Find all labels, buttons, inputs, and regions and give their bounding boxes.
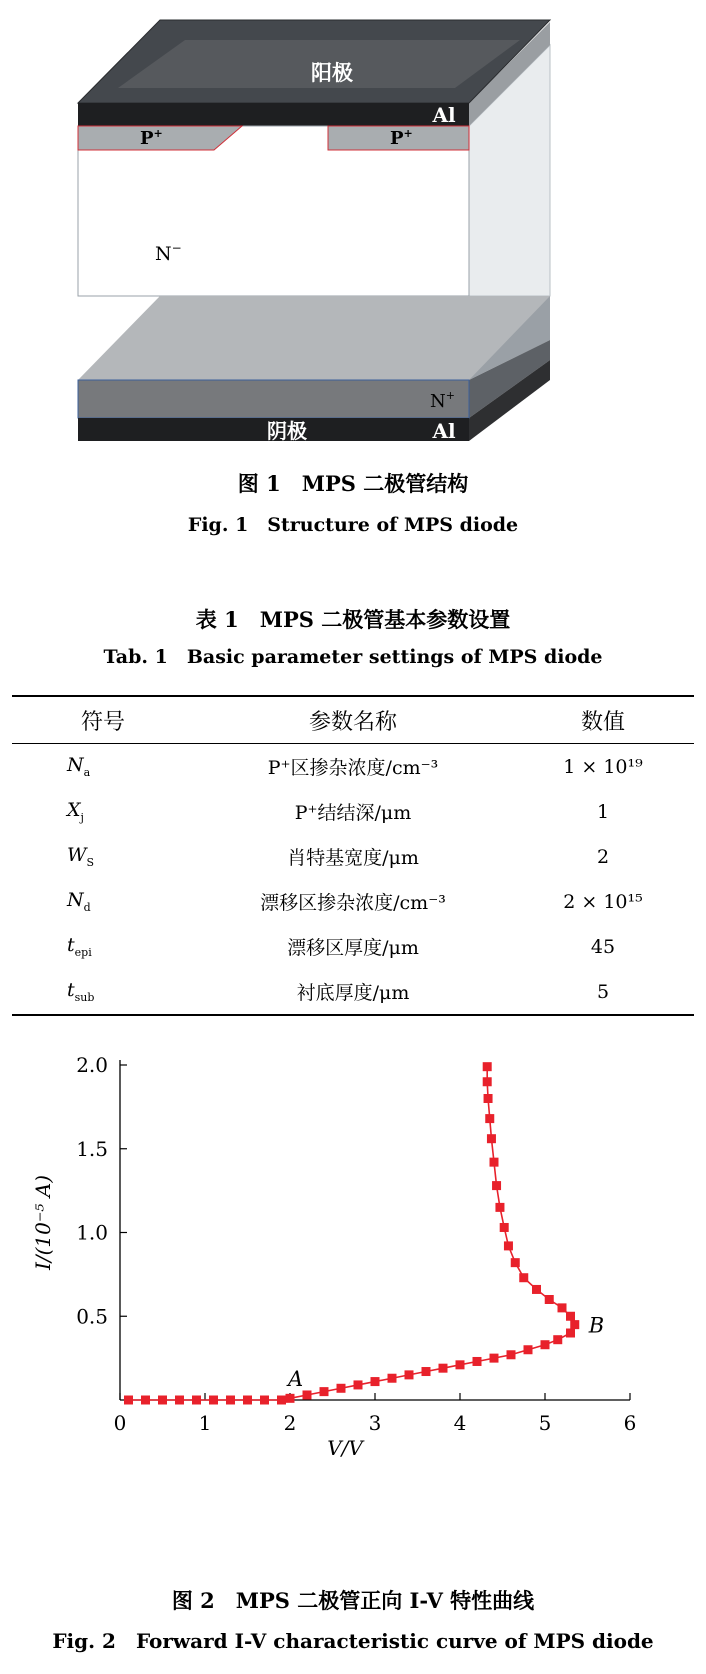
data-point-marker bbox=[388, 1374, 397, 1383]
data-point-marker bbox=[354, 1380, 363, 1389]
value-cell: 2 bbox=[596, 845, 610, 868]
data-point-marker bbox=[553, 1335, 562, 1344]
data-point-marker bbox=[192, 1396, 201, 1405]
name-cell: 漂移区厚度/μm bbox=[287, 937, 419, 959]
name-cell: 肖特基宽度/μm bbox=[287, 847, 419, 869]
data-point-marker bbox=[124, 1396, 133, 1405]
data-point-marker bbox=[541, 1340, 550, 1349]
table-row bbox=[12, 834, 694, 879]
figure2-caption-en: Fig. 2 Forward I-V characteristic curve of MPS diode bbox=[52, 1629, 654, 1653]
cathode-label: 阴极 bbox=[267, 419, 307, 443]
data-point-marker bbox=[484, 1094, 493, 1103]
data-point-marker bbox=[487, 1134, 496, 1143]
anode-label: 阳极 bbox=[311, 61, 353, 85]
data-point-marker bbox=[507, 1350, 516, 1359]
data-point-marker bbox=[483, 1077, 492, 1086]
n-plus-label: N+ bbox=[430, 389, 455, 412]
n-minus-region bbox=[78, 126, 469, 296]
data-point-marker bbox=[405, 1370, 414, 1379]
data-point-marker bbox=[439, 1364, 448, 1373]
al-top-layer bbox=[78, 103, 469, 126]
value-cell: 5 bbox=[512, 969, 694, 1015]
data-point-marker bbox=[500, 1223, 509, 1232]
p-plus-left-label: P+ bbox=[140, 127, 163, 149]
data-point-marker bbox=[141, 1396, 150, 1405]
figure2-caption-cn: 图 2 MPS 二极管正向 I-V 特性曲线 bbox=[171, 1588, 535, 1613]
data-point-marker bbox=[545, 1295, 554, 1304]
x-tick-label: 1 bbox=[198, 1411, 212, 1435]
n-minus-label: N− bbox=[155, 241, 182, 265]
data-point-marker bbox=[209, 1396, 218, 1405]
data-point-marker bbox=[519, 1273, 528, 1282]
data-point-marker bbox=[558, 1303, 567, 1312]
n-plus-layer bbox=[78, 380, 469, 418]
n-plus-top-face bbox=[78, 296, 550, 380]
al-top-label: Al bbox=[432, 103, 456, 127]
data-point-marker bbox=[158, 1396, 167, 1405]
figure1-caption-en: Fig. 1 Structure of MPS diode bbox=[187, 514, 519, 536]
x-tick-label: 5 bbox=[538, 1411, 552, 1435]
name-cell: 漂移区掺杂浓度/cm⁻³ bbox=[260, 892, 446, 914]
x-tick-label: 0 bbox=[113, 1411, 127, 1435]
value-cell: 1 × 10¹⁹ bbox=[563, 755, 643, 778]
name-cell: 衬底厚度/μm bbox=[194, 969, 512, 1015]
data-point-marker bbox=[504, 1241, 513, 1250]
p-plus-right-label: P+ bbox=[390, 127, 413, 149]
data-point-marker bbox=[320, 1387, 329, 1396]
y-tick-label: 1.0 bbox=[76, 1220, 108, 1245]
point-a-label: A bbox=[288, 1367, 304, 1391]
al-bottom-label: Al bbox=[432, 419, 456, 443]
data-point-marker bbox=[490, 1354, 499, 1363]
table1-caption-en: Tab. 1 Basic parameter settings of MPS diode bbox=[103, 646, 603, 668]
name-cell: P⁺结结深/μm bbox=[294, 802, 412, 824]
value-cell: 1 bbox=[596, 800, 610, 823]
data-point-marker bbox=[511, 1258, 520, 1267]
symbol-cell: $t_{sub}$ bbox=[12, 969, 194, 1015]
data-point-marker bbox=[226, 1396, 235, 1405]
table-row bbox=[12, 879, 694, 924]
x-axis-title: V/V bbox=[327, 1436, 363, 1460]
x-tick-label: 4 bbox=[453, 1411, 467, 1435]
data-point-marker bbox=[286, 1394, 295, 1403]
data-point-marker bbox=[175, 1396, 184, 1405]
chart-annotations bbox=[286, 1314, 604, 1391]
data-point-marker bbox=[422, 1367, 431, 1376]
symbol-cell: $N_d$ bbox=[67, 889, 91, 914]
y-tick-label: 0.5 bbox=[76, 1304, 108, 1329]
data-point-marker bbox=[524, 1345, 533, 1354]
x-tick-label: 6 bbox=[623, 1411, 637, 1435]
data-point-marker bbox=[371, 1377, 380, 1386]
data-point-marker bbox=[303, 1390, 312, 1399]
data-point-marker bbox=[337, 1384, 346, 1393]
symbol-cell: $W_S$ bbox=[67, 844, 95, 869]
table1-caption-cn: 表 1 MPS 二极管基本参数设置 bbox=[195, 607, 511, 632]
table-row bbox=[12, 744, 694, 790]
data-point-marker bbox=[490, 1158, 499, 1167]
chart-series bbox=[124, 1062, 579, 1404]
data-point-marker bbox=[566, 1329, 575, 1338]
series-line bbox=[129, 1067, 575, 1400]
data-point-marker bbox=[260, 1396, 269, 1405]
table-row bbox=[12, 924, 694, 969]
chart-ticks bbox=[31, 1055, 636, 1460]
name-cell: P⁺区掺杂浓度/cm⁻³ bbox=[267, 757, 439, 779]
table-header-row bbox=[12, 696, 694, 744]
value-cell: 2 × 10¹⁵ bbox=[563, 890, 643, 913]
data-point-marker bbox=[532, 1285, 541, 1294]
mps-structure-figure bbox=[0, 0, 706, 460]
table-row bbox=[12, 969, 694, 1015]
iv-curve-chart bbox=[0, 1055, 706, 1575]
parameter-table bbox=[12, 695, 694, 1016]
y-tick-label: 2.0 bbox=[76, 1055, 108, 1077]
data-point-marker bbox=[485, 1114, 494, 1123]
table-row bbox=[12, 789, 694, 834]
data-point-marker bbox=[566, 1312, 575, 1321]
x-tick-label: 2 bbox=[283, 1411, 297, 1435]
data-point-marker bbox=[492, 1181, 501, 1190]
data-point-marker bbox=[570, 1320, 579, 1329]
symbol-cell: $X_j$ bbox=[67, 799, 84, 824]
y-tick-label: 1.5 bbox=[76, 1136, 108, 1161]
data-point-marker bbox=[277, 1396, 286, 1405]
x-tick-label: 3 bbox=[368, 1411, 382, 1435]
data-point-marker bbox=[473, 1357, 482, 1366]
y-axis-title: I/(10⁻⁵ A) bbox=[31, 1174, 55, 1271]
value-cell: 45 bbox=[590, 935, 616, 958]
data-point-marker bbox=[243, 1396, 252, 1405]
figure1-caption-cn: 图 1 MPS 二极管结构 bbox=[237, 471, 469, 496]
data-point-marker bbox=[483, 1062, 492, 1071]
point-b-label: B bbox=[588, 1313, 605, 1338]
data-point-marker bbox=[495, 1203, 504, 1212]
header-parameter-name: 参数名称 bbox=[194, 696, 512, 744]
symbol-cell: $t_{epi}$ bbox=[67, 934, 92, 959]
header-symbol: 符号 bbox=[12, 696, 194, 744]
header-value: 数值 bbox=[512, 696, 694, 744]
data-point-marker bbox=[456, 1360, 465, 1369]
symbol-cell: $N_a$ bbox=[67, 754, 91, 779]
chart-axes bbox=[120, 1060, 630, 1400]
